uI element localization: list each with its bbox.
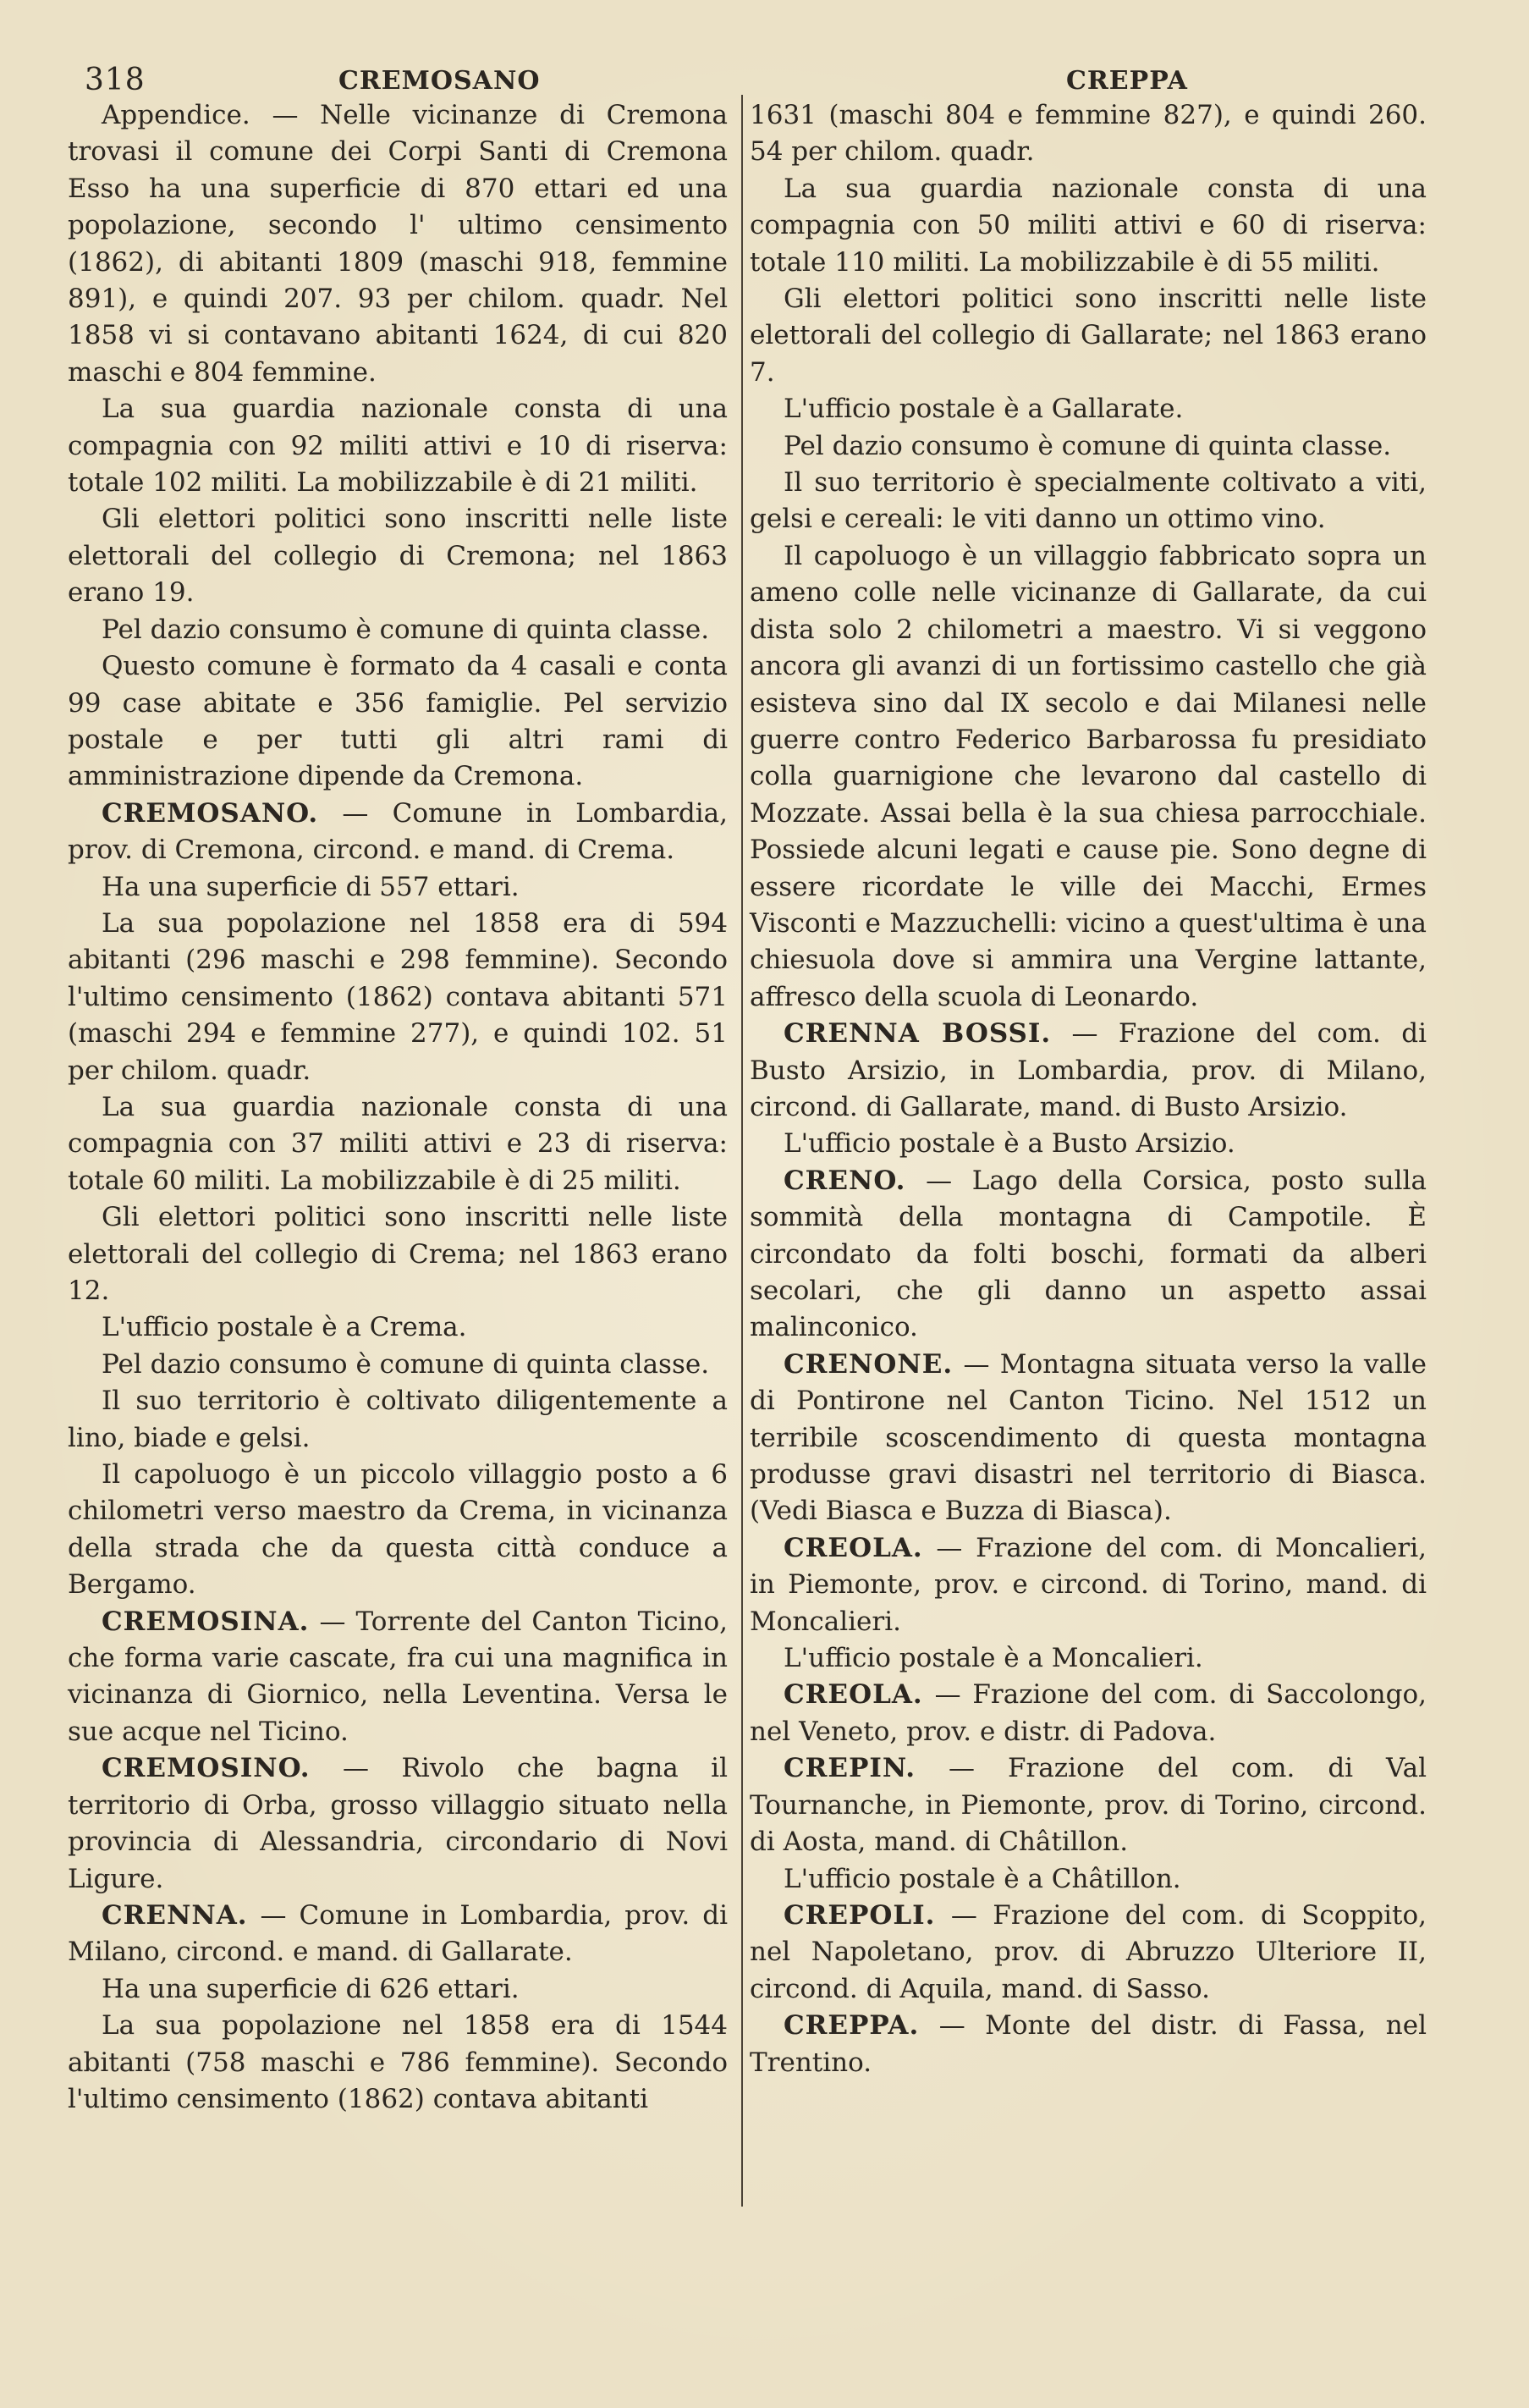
paragraph: Gli elettori politici sono inscritti nelle liste elettorali del collegio di Crema; nel 1863 erano 12. [68,1202,728,1306]
dictionary-entry [68,1604,728,1751]
paragraph: Il capoluogo è un piccolo villaggio posto a 6 chilometri verso maestro da Crema, in vicinanza della strada che da questa città conduce a Bergamo. [68,1459,728,1601]
dictionary-entry [750,1347,1427,1530]
right-column [750,97,1427,2081]
dictionary-entry [750,1163,1427,1347]
entry-text: — Frazione del com. di Saccolongo, nel Veneto, prov. e distr. di Padova. [750,1679,1427,1747]
paragraph: Questo comune è formato da 4 casali e conta 99 case abitate e 356 famiglie. Pel servizio postale e per tutti gli altri rami di amministrazione dipende da Cremona. [68,651,728,792]
entry-headword: CRENONE. [784,1348,954,1380]
paragraph: Pel dazio consumo è comune di quinta classe. [102,1348,710,1380]
entry-text: — Frazione del com. di Val Tournanche, in Piemonte, prov. di Torino, circond. di Aosta, mand. di Châtillon. [750,1753,1427,1858]
entry-text: — Rivolo che bagna il territorio di Orba, grosso villaggio situato nella provincia di Alessandria, circondario di Novi Ligure. [68,1753,728,1894]
entry-headword: CREMOSINO. [102,1753,311,1784]
dictionary-entry [750,1898,1427,2008]
entry-text: — Montagna situata verso la valle di Pontirone nel Canton Ticino. Nel 1512 un terribile scoscendimento di questa montagna produsse gravi disastri nel territorio di Biasca. (Vedi Biasca e Buzza di Biasca). [750,1348,1427,1527]
paragraph: La sua popolazione nel 1858 era di 594 abitanti (296 maschi e 298 femmine). Secondo l'ultimo censimento (1862) contava abitanti 571 (maschi 294 e femmine 277), e quindi 102. 51 per chilom. quadr. [68,907,728,1086]
entry-headword: CRENO. [784,1165,906,1196]
entry-headword: CREMOSINA. [102,1606,310,1637]
paragraph: Appendice. — Nelle vicinanze di Cremona trovasi il comune dei Corpi Santi di Cremona Esso ha una superficie di 870 ettari ed una popolazione, secondo l' ultimo censimento (1862), di abitanti 1809 (maschi 918, femmine 891), e quindi 207. 93 per chilom. quadr. Nel 1858 vi si contavano abitanti 1624, di cui 820 maschi e 804 femmine. [68,100,728,388]
entry-text: — Frazione del com. di Busto Arsizio, in Lombardia, prov. di Milano, circond. di Gallarate, mand. di Busto Arsizio. [750,1018,1427,1122]
paragraph: L'ufficio postale è a Châtillon. [784,1863,1181,1894]
entry-text: — Comune in Lombardia, prov. di Milano, circond. e mand. di Gallarate. [68,1899,728,1968]
paragraph: La sua popolazione nel 1858 era di 1544 abitanti (758 maschi e 786 femmine). Secondo l'ultimo censimento (1862) contava abitanti [68,2010,728,2114]
dictionary-entry [68,1750,728,1898]
paragraph: Gli elettori politici sono inscritti nelle liste elettorali del collegio di Gallarate; nel 1863 erano 7. [750,284,1427,388]
paragraph: Pel dazio consumo è comune di quinta classe. [102,614,710,645]
dictionary-entry [750,1677,1427,1750]
entry-text: — Frazione del com. di Scoppito, nel Napoletano, prov. di Abruzzo Ulteriore II, circond. di Aquila, mand. di Sasso. [750,1899,1427,2004]
entry-headword: CREPPA. [784,2010,920,2042]
paragraph: La sua guardia nazionale consta di una compagnia con 37 militi attivi e 23 di riserva: totale 60 militi. La mobilizzabile è di 25 militi. [68,1091,728,1196]
paragraph: L'ufficio postale è a Gallarate. [784,394,1184,425]
paragraph: Ha una superficie di 557 ettari. [102,871,520,902]
column-divider [741,95,743,2207]
dictionary-entry [68,1898,728,1971]
paragraph: Il suo territorio è specialmente coltivato a viti, gelsi e cereali: le viti danno un ottimo vino. [750,467,1427,535]
paragraph: L'ufficio postale è a Crema. [102,1312,467,1343]
dictionary-entry [750,1530,1427,1640]
entry-headword: CREMOSANO. [102,797,319,829]
entry-text: — Comune in Lombardia, prov. di Cremona, circond. e mand. di Crema. [68,797,728,866]
entry-text: — Torrente del Canton Ticino, che forma varie cascate, fra cui una magnifica in vicinanza di Giornico, nella Leventina. Versa le sue acque nel Ticino. [68,1606,728,1747]
running-header [85,63,1436,100]
paragraph: Il capoluogo è un villaggio fabbricato sopra un ameno colle nelle vicinanze di Gallarate, da cui dista solo 2 chilometri a maestro. Vi si veggono ancora gli avanzi di un fortissimo castello che già esisteva sino dal IX secolo e dai Milanesi nelle guerre contro Federico Barbarossa fu presidiato colla guarnigione che levarono dal castello di Mozzate. Assai bella è la sua chiesa parrocchiale. Possiede alcuni legati e cause pie. Sono degne di essere ricordate le ville dei Macchi, Ermes Visconti e Mazzuchelli: vicino a quest'ultima è una chiesuola dove si ammira una Vergine lattante, affresco della scuola di Leonardo. [750,540,1427,1012]
entry-text: — Lago della Corsica, posto sulla sommità della montagna di Campotile. È circondato da folti boschi, formati da alberi secolari, che gli danno un aspetto assai malinconico. [750,1165,1427,1343]
entry-headword: CREOLA. [784,1532,923,1563]
paragraph: Gli elettori politici sono inscritti nelle liste elettorali del collegio di Cremona; nel 1863 erano 19. [68,504,728,609]
paragraph: Il suo territorio è coltivato diligentemente a lino, biade e gelsi. [68,1386,728,1453]
entry-headword: CREPOLI. [784,1899,936,1931]
paragraph: La sua guardia nazionale consta di una compagnia con 50 militi attivi e 60 di riserva: totale 110 militi. La mobilizzabile è di 55 militi. [750,173,1427,278]
left-running-head: CREMOSANO [338,66,541,96]
paragraph: La sua guardia nazionale consta di una compagnia con 92 militi attivi e 10 di riserva: totale 102 militi. La mobilizzabile è di 21 militi. [68,394,728,499]
continued-paragraph: 1631 (maschi 804 e femmine 827), e quindi 260. 54 per chilom. quadr. [750,100,1427,168]
paragraph: L'ufficio postale è a Moncalieri. [784,1643,1203,1674]
paragraph: Ha una superficie di 626 ettari. [102,1973,520,2004]
entry-headword: CREOLA. [784,1679,923,1711]
entry-headword: CRENNA BOSSI. [784,1018,1052,1050]
dictionary-entry [750,1750,1427,1860]
entry-headword: CRENNA. [102,1899,248,1931]
left-column [68,97,728,2118]
dictionary-entry [750,1016,1427,1126]
dictionary-entry [750,2008,1427,2081]
page-number: 318 [85,63,146,97]
entry-text: — Monte del distr. di Fassa, nel Trentino. [750,2010,1427,2078]
right-running-head: CREPPA [1066,66,1188,96]
entry-headword: CREPIN. [784,1753,916,1784]
entry-text: — Frazione del com. di Moncalieri, in Piemonte, prov. e circond. di Torino, mand. di Moncalieri. [750,1532,1427,1637]
paragraph: Pel dazio consumo è comune di quinta classe. [784,430,1392,461]
dictionary-entry [68,796,728,869]
paragraph: L'ufficio postale è a Busto Arsizio. [784,1128,1235,1160]
